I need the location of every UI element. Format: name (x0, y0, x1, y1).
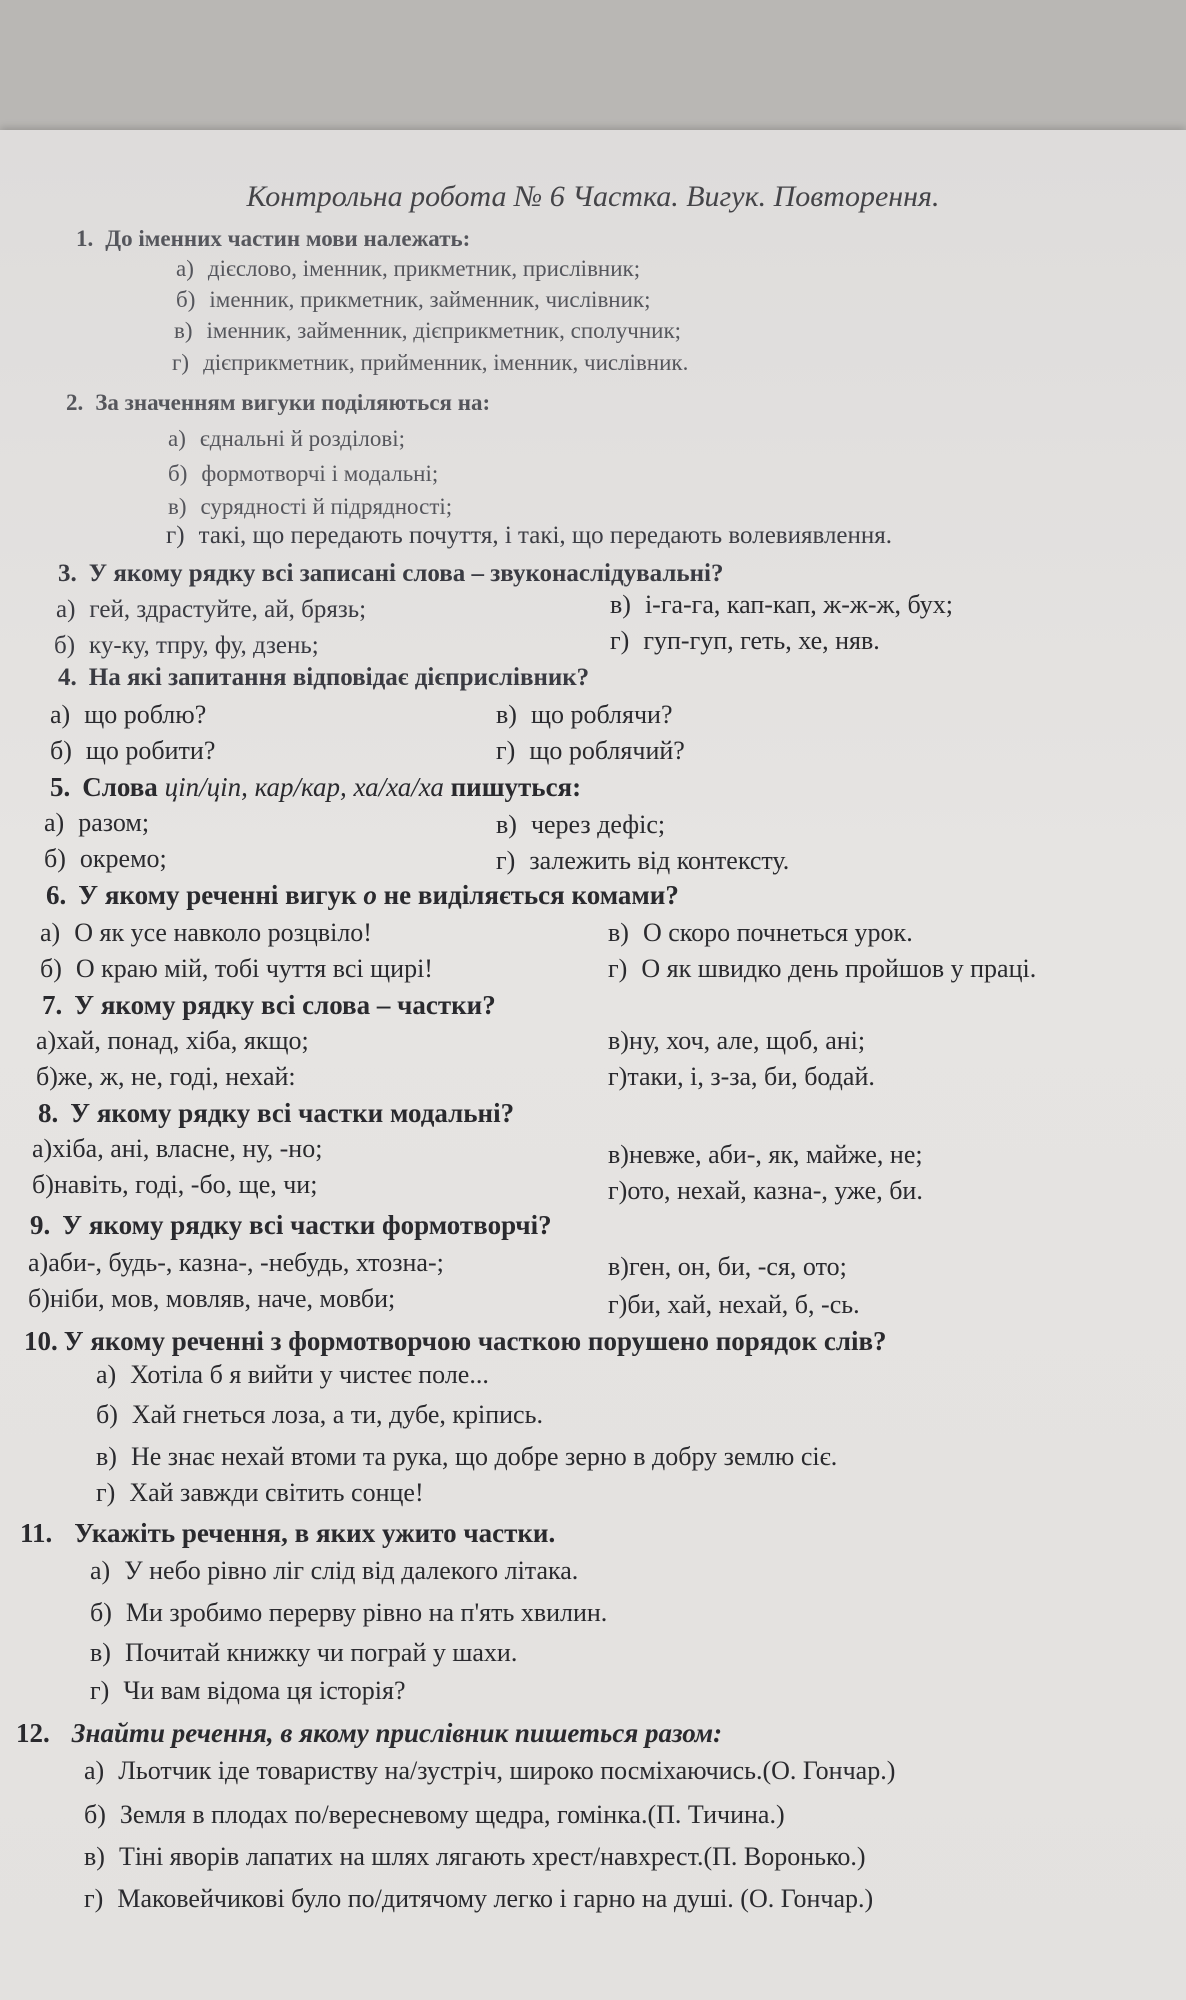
question-6 (46, 880, 679, 911)
option-letter: г) (608, 1290, 628, 1319)
question-text: У якому рядку всі записані слова – звуконаслідувальні? (88, 560, 724, 587)
option-10a (96, 1360, 489, 1390)
question-text: За значенням вигуки поділяються на: (95, 390, 491, 415)
option-2b (168, 461, 438, 487)
question-3 (58, 560, 723, 588)
option-5c (496, 810, 665, 840)
option-letter: а) (32, 1134, 53, 1163)
option-text: Льотчик іде товариству на/зустріч, широко посміхаючись.(О. Гончар.) (118, 1756, 896, 1785)
option-letter: в) (496, 810, 517, 839)
option-9c (608, 1252, 847, 1282)
option-text: же, ж, не, годі, нехай: (57, 1062, 296, 1091)
option-text: що робити? (85, 736, 216, 765)
option-letter: б) (50, 736, 72, 765)
question-4 (58, 664, 589, 692)
question-9 (30, 1210, 552, 1241)
option-text: ку-ку, тпру, фу, дзень; (89, 632, 319, 659)
option-letter: в) (496, 700, 517, 729)
option-text: через дефіс; (530, 810, 666, 839)
question-number: 10. (24, 1326, 58, 1356)
option-letter: б) (84, 1800, 106, 1829)
option-letter: а) (44, 808, 65, 837)
option-text: О як усе навколо розцвіло! (74, 918, 372, 947)
option-letter: а) (84, 1756, 105, 1785)
option-7b (36, 1062, 296, 1092)
option-text: О скоро почнеться урок. (642, 918, 913, 947)
option-letter: а) (40, 918, 61, 947)
option-text: хай, понад, хіба, якщо; (56, 1026, 309, 1055)
option-10d (96, 1478, 424, 1508)
option-9a (28, 1248, 444, 1278)
option-text: У небо рівно ліг слід від далекого літака. (124, 1556, 579, 1585)
question-number: 12. (16, 1718, 50, 1748)
option-7a (36, 1026, 309, 1056)
option-letter: в) (608, 1252, 629, 1281)
option-4d (496, 736, 685, 766)
option-1a (176, 256, 640, 282)
option-text: таки, і, з-за, би, бодай. (627, 1062, 875, 1091)
question-1 (76, 226, 470, 252)
option-letter: б) (54, 632, 76, 659)
question-10 (24, 1326, 887, 1357)
option-3c (610, 590, 953, 620)
option-12c (84, 1842, 866, 1872)
option-11b (90, 1598, 607, 1628)
question-number: 6. (46, 880, 67, 910)
option-8a (32, 1134, 322, 1164)
option-6c (608, 918, 913, 948)
option-5d (496, 846, 789, 876)
option-letter: б) (36, 1062, 58, 1091)
option-10c (96, 1442, 837, 1472)
option-letter: а) (168, 426, 186, 451)
option-1c (174, 318, 681, 344)
option-text: єднальні й розділові; (199, 426, 406, 451)
option-letter: а) (50, 700, 71, 729)
option-text: навіть, годі, -бо, ще, чи; (53, 1170, 318, 1199)
option-text: Не знає нехай втоми та рука, що добре зерно в добру землю сіє. (130, 1442, 838, 1471)
option-text: Маковейчикові було по/дитячому легко і гарно на душі. (О. Гончар.) (117, 1884, 874, 1913)
option-text: і-га-га, кап-кап, ж-ж-ж, бух; (644, 590, 953, 619)
option-letter: в) (608, 1026, 629, 1055)
option-letter: в) (610, 590, 631, 619)
option-letter: г) (608, 954, 628, 983)
question-7 (42, 990, 496, 1021)
option-text: Ми зробимо перерву рівно на п'ять хвилин. (125, 1598, 608, 1627)
option-9b (28, 1284, 395, 1314)
question-text: Укажіть речення, в яких ужито частки. (74, 1518, 556, 1548)
option-letter: в) (84, 1842, 105, 1871)
option-text: іменник, прикметник, займенник, числівник; (209, 287, 651, 312)
option-letter: г) (496, 846, 516, 875)
option-letter: г) (496, 736, 516, 765)
option-5b (44, 844, 167, 874)
question-text-italic: о (363, 880, 377, 910)
question-8 (38, 1098, 514, 1129)
question-text-end: не виділяється комами? (376, 880, 679, 910)
option-text: ну, хоч, але, щоб, ані; (628, 1026, 866, 1055)
option-text: Тіні яворів лапатих на шлях лягають хрест/навхрест.(П. Воронько.) (118, 1842, 866, 1871)
option-2a (168, 426, 405, 452)
question-12 (16, 1718, 722, 1749)
option-text: Хотіла б я вийти у чистеє поле... (130, 1360, 489, 1389)
option-3a (56, 596, 366, 624)
question-text: У якому реченні з формотворчою часткою порушено порядок слів? (63, 1326, 887, 1356)
option-text: що роблю? (84, 700, 207, 729)
option-letter: б) (28, 1284, 50, 1313)
question-number: 7. (42, 990, 63, 1020)
option-letter: в) (608, 1140, 629, 1169)
option-text: іменник, займенник, дієприкметник, сполучник; (206, 318, 682, 343)
option-text: що роблячий? (529, 736, 685, 765)
option-letter: б) (44, 844, 66, 873)
option-text: дієслово, іменник, прикметник, прислівник; (207, 256, 641, 281)
option-11d (90, 1676, 406, 1706)
option-text: сурядності й підрядності; (200, 494, 453, 519)
option-text: О краю мій, тобі чуття всі щирі! (75, 954, 433, 983)
option-text: залежить від контексту. (529, 846, 790, 875)
option-letter: г) (84, 1884, 104, 1913)
option-letter: б) (40, 954, 62, 983)
option-text: Земля в плодах по/вересневому щедра, гомінка.(П. Тичина.) (119, 1800, 785, 1829)
option-6a (40, 918, 372, 948)
option-text: гей, здрастуйте, ай, брязь; (89, 596, 367, 623)
option-text: би, хай, нехай, б, -сь. (627, 1290, 860, 1319)
question-number: 5. (50, 772, 71, 802)
option-letter: б) (176, 287, 196, 312)
option-text: аби-, будь-, казна-, -небудь, хтозна-; (48, 1248, 444, 1277)
option-text: разом; (78, 808, 150, 837)
option-letter: б) (90, 1598, 112, 1627)
page-title: Контрольна робота № 6 Частка. Вигук. Повторення. (246, 180, 940, 213)
question-number: 2. (66, 390, 84, 415)
question-number: 9. (30, 1210, 51, 1240)
option-4c (496, 700, 673, 730)
option-text: що роблячи? (530, 700, 673, 729)
option-7c (608, 1026, 865, 1056)
option-1b (176, 287, 651, 313)
option-text: ото, нехай, казна-, уже, би. (627, 1176, 923, 1205)
option-text: невже, аби-, як, майже, не; (628, 1140, 923, 1169)
option-letter: г) (90, 1676, 110, 1705)
option-11c (90, 1638, 517, 1668)
option-3b (54, 632, 319, 660)
option-7d (608, 1062, 875, 1092)
question-number: 3. (58, 560, 77, 587)
option-11a (90, 1556, 578, 1586)
option-3d (610, 626, 880, 656)
option-letter: б) (96, 1400, 118, 1429)
option-letter: б) (32, 1170, 54, 1199)
question-text-start: У якому реченні вигук (78, 880, 364, 910)
option-2c (168, 494, 452, 520)
option-text: гуп-гуп, геть, хе, няв. (643, 626, 880, 655)
option-5a (44, 808, 149, 838)
option-letter: в) (608, 918, 629, 947)
option-8b (32, 1170, 317, 1200)
option-text: Почитай книжку чи пограй у шахи. (124, 1638, 518, 1667)
option-letter: а) (176, 256, 194, 281)
option-letter: а) (36, 1026, 57, 1055)
question-number: 11. (20, 1518, 53, 1548)
option-text: Хай гнеться лоза, а ти, дубе, кріпись. (131, 1400, 543, 1429)
option-letter: г) (172, 350, 190, 375)
question-11 (20, 1518, 555, 1549)
option-letter: а) (28, 1248, 49, 1277)
option-8d (608, 1176, 923, 1206)
option-letter: а) (96, 1360, 117, 1389)
option-letter: б) (168, 461, 188, 486)
question-text-start: Слова (82, 772, 165, 802)
option-text: ген, он, би, -ся, ото; (628, 1252, 847, 1281)
option-text: хіба, ані, власне, ну, -но; (52, 1134, 323, 1163)
option-text: ніби, мов, мовляв, наче, мовби; (49, 1284, 396, 1313)
option-4b (50, 736, 215, 766)
option-9d (608, 1290, 860, 1320)
option-6d (608, 954, 1036, 984)
question-number: 4. (58, 664, 77, 691)
option-text: такі, що передають почуття, і такі, що передають волевиявлення. (198, 522, 893, 549)
option-6b (40, 954, 433, 984)
question-2 (66, 390, 490, 416)
question-text: У якому рядку всі частки формотворчі? (62, 1210, 552, 1240)
option-text: формотворчі і модальні; (201, 461, 439, 486)
option-text: О як швидко день пройшов у праці. (641, 954, 1037, 983)
question-number: 8. (38, 1098, 59, 1128)
option-2d (166, 522, 892, 550)
question-5 (50, 772, 581, 803)
option-letter: г) (166, 522, 185, 549)
question-text-italic: ціп/ціп, кар/кар, ха/ха/ха (164, 772, 444, 802)
option-letter: а) (56, 596, 76, 623)
option-12d (84, 1884, 873, 1914)
option-letter: г) (96, 1478, 116, 1507)
option-letter: г) (608, 1062, 628, 1091)
option-text: Хай завжди світить сонце! (129, 1478, 424, 1507)
option-12b (84, 1800, 785, 1830)
option-letter: в) (96, 1442, 117, 1471)
option-letter: в) (174, 318, 193, 343)
question-text: У якому рядку всі слова – частки? (74, 990, 496, 1020)
question-text: У якому рядку всі частки модальні? (70, 1098, 515, 1128)
option-letter: в) (90, 1638, 111, 1667)
option-4a (50, 700, 206, 730)
question-text: На які запитання відповідає дієприслівник? (88, 664, 590, 691)
option-text: дієприкметник, прийменник, іменник, числівник. (203, 350, 689, 375)
option-letter: г) (610, 626, 630, 655)
option-1d (172, 350, 688, 376)
option-text: Чи вам відома ця історія? (123, 1676, 406, 1705)
question-text-end: пишуться: (443, 772, 582, 802)
option-text: окремо; (79, 844, 167, 873)
question-number: 1. (76, 226, 94, 251)
option-12a (84, 1756, 895, 1786)
option-letter: г) (608, 1176, 628, 1205)
question-text: Знайти речення, в якому прислівник пишеться разом: (71, 1718, 723, 1748)
question-text: До іменних частин мови належать: (105, 226, 471, 251)
option-10b (96, 1400, 543, 1430)
option-letter: в) (168, 494, 187, 519)
option-letter: а) (90, 1556, 111, 1585)
option-8c (608, 1140, 923, 1170)
